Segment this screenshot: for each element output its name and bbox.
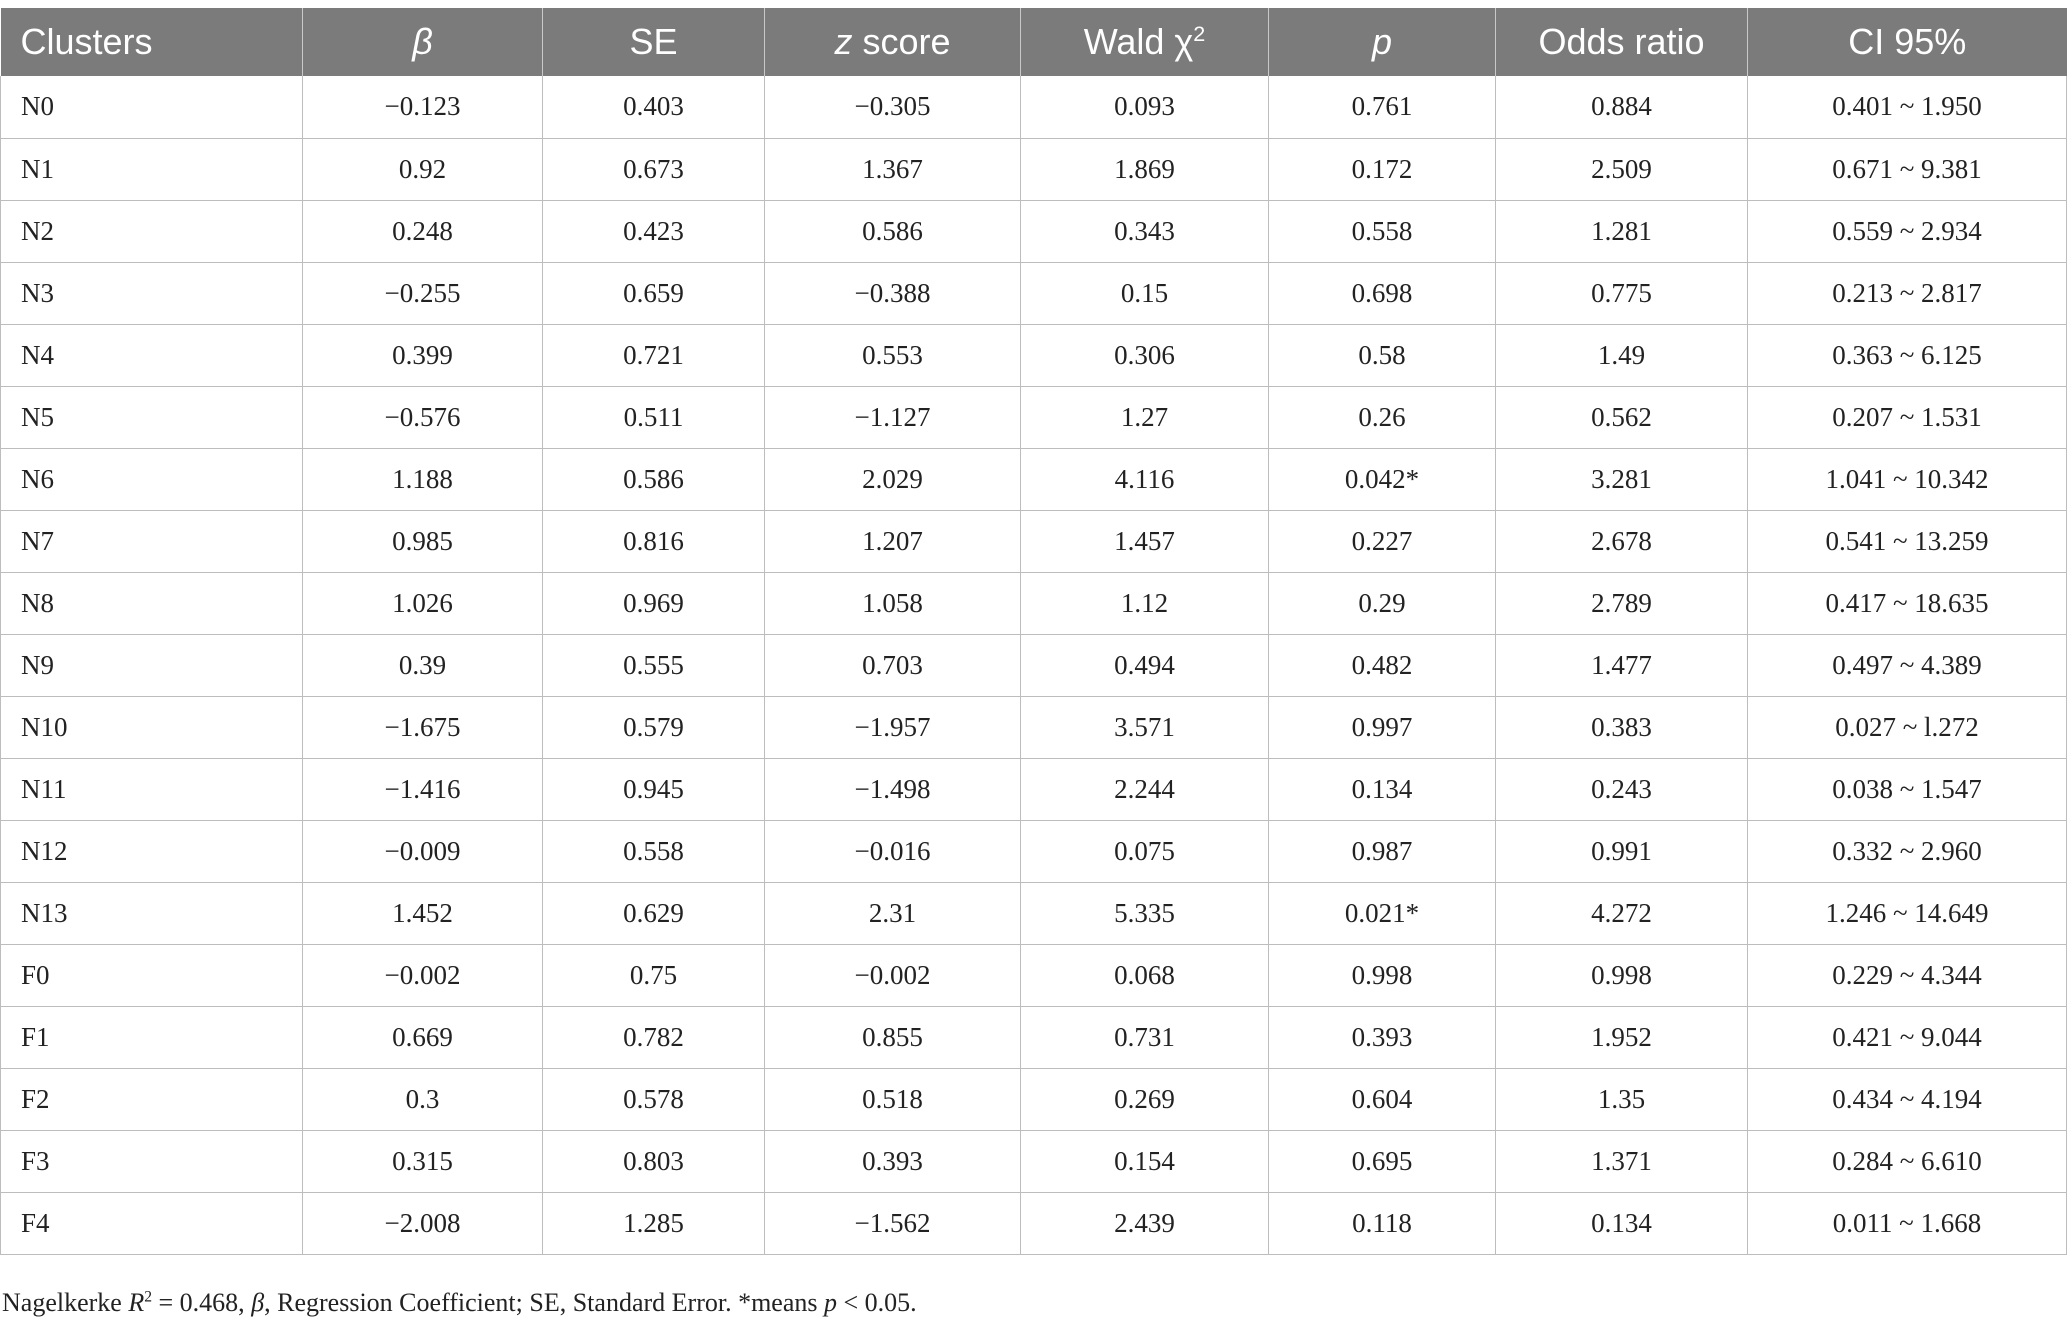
header-odds-ratio: Odds ratio <box>1496 8 1748 76</box>
header-wald-text: Wald χ <box>1083 21 1194 62</box>
header-beta <box>303 8 543 76</box>
table-row <box>1 696 2067 758</box>
cell-beta: −2.008 <box>303 1192 543 1254</box>
cell-se: 0.945 <box>543 758 765 820</box>
cell-cluster: N1 <box>1 138 303 200</box>
table-header <box>1 8 2067 76</box>
cell-ci: 0.027 ~ l.272 <box>1748 696 2067 758</box>
cell-se: 0.75 <box>543 944 765 1006</box>
cell-cluster: N9 <box>1 634 303 696</box>
cell-odds-ratio: 1.477 <box>1496 634 1748 696</box>
cell-z-score: −0.002 <box>765 944 1021 1006</box>
cell-ci: 0.421 ~ 9.044 <box>1748 1006 2067 1068</box>
cell-cluster: N2 <box>1 200 303 262</box>
cell-cluster: F4 <box>1 1192 303 1254</box>
cell-wald: 5.335 <box>1021 882 1269 944</box>
cell-se: 0.511 <box>543 386 765 448</box>
cell-ci: 0.541 ~ 13.259 <box>1748 510 2067 572</box>
cell-z-score: −0.016 <box>765 820 1021 882</box>
cell-odds-ratio: 0.884 <box>1496 76 1748 138</box>
table-row <box>1 1068 2067 1130</box>
table-row <box>1 138 2067 200</box>
cell-p-value: 0.134 <box>1269 758 1496 820</box>
cell-cluster: F2 <box>1 1068 303 1130</box>
cell-se: 0.969 <box>543 572 765 634</box>
cell-z-score: −0.305 <box>765 76 1021 138</box>
cell-p-value: 0.118 <box>1269 1192 1496 1254</box>
cell-odds-ratio: 2.509 <box>1496 138 1748 200</box>
cell-z-score: 1.207 <box>765 510 1021 572</box>
table-row <box>1 572 2067 634</box>
cell-wald: 3.571 <box>1021 696 1269 758</box>
cell-ci: 0.284 ~ 6.610 <box>1748 1130 2067 1192</box>
header-p <box>1269 8 1496 76</box>
table-row <box>1 634 2067 696</box>
cell-ci: 0.671 ~ 9.381 <box>1748 138 2067 200</box>
cell-p-value: 0.761 <box>1269 76 1496 138</box>
cell-ci: 0.011 ~ 1.668 <box>1748 1192 2067 1254</box>
cell-se: 0.782 <box>543 1006 765 1068</box>
cell-odds-ratio: 4.272 <box>1496 882 1748 944</box>
header-z-letter: z <box>834 21 853 62</box>
cell-odds-ratio: 0.562 <box>1496 386 1748 448</box>
cell-wald: 0.15 <box>1021 262 1269 324</box>
footnote-part4: < 0.05. <box>837 1288 917 1317</box>
table-row <box>1 262 2067 324</box>
cell-odds-ratio: 0.243 <box>1496 758 1748 820</box>
cell-p-value: 0.227 <box>1269 510 1496 572</box>
cell-wald: 1.12 <box>1021 572 1269 634</box>
cell-cluster: N4 <box>1 324 303 386</box>
cell-ci: 0.434 ~ 4.194 <box>1748 1068 2067 1130</box>
table-row <box>1 200 2067 262</box>
cell-beta: 0.248 <box>303 200 543 262</box>
cell-wald: 0.093 <box>1021 76 1269 138</box>
cell-odds-ratio: 1.952 <box>1496 1006 1748 1068</box>
cell-ci: 0.417 ~ 18.635 <box>1748 572 2067 634</box>
cell-wald: 0.494 <box>1021 634 1269 696</box>
cell-wald: 1.457 <box>1021 510 1269 572</box>
cell-odds-ratio: 3.281 <box>1496 448 1748 510</box>
table-row <box>1 1192 2067 1254</box>
cell-odds-ratio: 0.134 <box>1496 1192 1748 1254</box>
cell-beta: −0.576 <box>303 386 543 448</box>
cell-wald: 0.343 <box>1021 200 1269 262</box>
footnote-p: p <box>824 1288 837 1317</box>
cell-odds-ratio: 0.998 <box>1496 944 1748 1006</box>
table-row <box>1 944 2067 1006</box>
cell-cluster: F1 <box>1 1006 303 1068</box>
cell-odds-ratio: 1.35 <box>1496 1068 1748 1130</box>
cell-p-value: 0.021* <box>1269 882 1496 944</box>
cell-se: 0.403 <box>543 76 765 138</box>
cell-beta: 1.188 <box>303 448 543 510</box>
cell-ci: 0.038 ~ 1.547 <box>1748 758 2067 820</box>
cell-cluster: N6 <box>1 448 303 510</box>
cell-ci: 1.246 ~ 14.649 <box>1748 882 2067 944</box>
cell-odds-ratio: 2.789 <box>1496 572 1748 634</box>
footnote-part3: , Regression Coefficient; SE, Standard Error. *means <box>264 1288 824 1317</box>
cell-beta: 0.39 <box>303 634 543 696</box>
header-beta-symbol: β <box>412 21 433 62</box>
cell-se: 0.558 <box>543 820 765 882</box>
cell-wald: 0.068 <box>1021 944 1269 1006</box>
cell-cluster: F3 <box>1 1130 303 1192</box>
cell-cluster: N8 <box>1 572 303 634</box>
footnote-beta: β <box>251 1288 265 1317</box>
cell-cluster: N12 <box>1 820 303 882</box>
footnote-part2: = 0.468, <box>152 1288 252 1317</box>
cell-se: 0.673 <box>543 138 765 200</box>
cell-z-score: −1.498 <box>765 758 1021 820</box>
cell-z-score: 1.058 <box>765 572 1021 634</box>
cell-z-score: −1.127 <box>765 386 1021 448</box>
table-row <box>1 1130 2067 1192</box>
cell-beta: 1.026 <box>303 572 543 634</box>
cell-odds-ratio: 0.991 <box>1496 820 1748 882</box>
cell-se: 0.659 <box>543 262 765 324</box>
footnote-part1: Nagelkerke <box>2 1288 129 1317</box>
cell-z-score: 0.703 <box>765 634 1021 696</box>
header-se: SE <box>543 8 765 76</box>
header-wald <box>1021 8 1269 76</box>
cell-beta: 0.399 <box>303 324 543 386</box>
cell-z-score: 0.586 <box>765 200 1021 262</box>
table-row <box>1 448 2067 510</box>
cell-odds-ratio: 2.678 <box>1496 510 1748 572</box>
cell-z-score: 0.393 <box>765 1130 1021 1192</box>
cell-beta: −0.002 <box>303 944 543 1006</box>
cell-p-value: 0.998 <box>1269 944 1496 1006</box>
cell-z-score: 0.855 <box>765 1006 1021 1068</box>
table-row <box>1 386 2067 448</box>
table-row <box>1 324 2067 386</box>
cell-se: 0.629 <box>543 882 765 944</box>
cell-beta: 0.92 <box>303 138 543 200</box>
cell-beta: −1.675 <box>303 696 543 758</box>
cell-p-value: 0.58 <box>1269 324 1496 386</box>
cell-se: 1.285 <box>543 1192 765 1254</box>
table-row <box>1 820 2067 882</box>
header-clusters: Clusters <box>1 8 303 76</box>
cell-se: 0.578 <box>543 1068 765 1130</box>
cell-ci: 0.207 ~ 1.531 <box>1748 386 2067 448</box>
cell-ci: 0.401 ~ 1.950 <box>1748 76 2067 138</box>
cell-wald: 0.731 <box>1021 1006 1269 1068</box>
header-z-score <box>765 8 1021 76</box>
cell-cluster: N3 <box>1 262 303 324</box>
cell-z-score: −1.957 <box>765 696 1021 758</box>
cell-p-value: 0.482 <box>1269 634 1496 696</box>
cell-cluster: N5 <box>1 386 303 448</box>
footnote-r: R <box>128 1288 145 1317</box>
cell-beta: 1.452 <box>303 882 543 944</box>
cell-wald: 2.244 <box>1021 758 1269 820</box>
cell-wald: 2.439 <box>1021 1192 1269 1254</box>
cell-se: 0.721 <box>543 324 765 386</box>
header-ci: CI 95% <box>1848 21 1967 62</box>
cell-se: 0.816 <box>543 510 765 572</box>
cell-z-score: −0.388 <box>765 262 1021 324</box>
cell-beta: −0.009 <box>303 820 543 882</box>
cell-p-value: 0.393 <box>1269 1006 1496 1068</box>
cell-beta: −0.255 <box>303 262 543 324</box>
cell-se: 0.803 <box>543 1130 765 1192</box>
cell-cluster: N0 <box>1 76 303 138</box>
cell-wald: 0.075 <box>1021 820 1269 882</box>
cell-cluster: N10 <box>1 696 303 758</box>
cell-beta: −0.123 <box>303 76 543 138</box>
cell-wald: 4.116 <box>1021 448 1269 510</box>
cell-odds-ratio: 0.383 <box>1496 696 1748 758</box>
cell-ci: 1.041 ~ 10.342 <box>1748 448 2067 510</box>
cell-ci: 0.363 ~ 6.125 <box>1748 324 2067 386</box>
cell-p-value: 0.604 <box>1269 1068 1496 1130</box>
cell-p-value: 0.26 <box>1269 386 1496 448</box>
header-p-letter: p <box>1371 21 1393 62</box>
cell-p-value: 0.698 <box>1269 262 1496 324</box>
table-row <box>1 882 2067 944</box>
footnote-r-sup: 2 <box>144 1288 153 1306</box>
cell-p-value: 0.558 <box>1269 200 1496 262</box>
header-row <box>1 8 2067 76</box>
cell-ci: 0.229 ~ 4.344 <box>1748 944 2067 1006</box>
cell-cluster: N7 <box>1 510 303 572</box>
cell-se: 0.579 <box>543 696 765 758</box>
cell-z-score: 2.31 <box>765 882 1021 944</box>
cell-z-score: 0.553 <box>765 324 1021 386</box>
cell-p-value: 0.997 <box>1269 696 1496 758</box>
header-wald-sup: 2 <box>1193 21 1206 46</box>
cell-p-value: 0.172 <box>1269 138 1496 200</box>
cell-ci: 0.497 ~ 4.389 <box>1748 634 2067 696</box>
cell-odds-ratio: 1.281 <box>1496 200 1748 262</box>
cell-wald: 0.269 <box>1021 1068 1269 1130</box>
regression-results-table <box>0 8 2067 1255</box>
cell-p-value: 0.987 <box>1269 820 1496 882</box>
table-row <box>1 758 2067 820</box>
table-row <box>1 1006 2067 1068</box>
cell-z-score: −1.562 <box>765 1192 1021 1254</box>
cell-cluster: F0 <box>1 944 303 1006</box>
table-row <box>1 76 2067 138</box>
cell-beta: −1.416 <box>303 758 543 820</box>
cell-odds-ratio: 1.371 <box>1496 1130 1748 1192</box>
results-table-container <box>0 8 2066 1255</box>
cell-p-value: 0.29 <box>1269 572 1496 634</box>
cell-wald: 1.27 <box>1021 386 1269 448</box>
table-row <box>1 510 2067 572</box>
cell-odds-ratio: 0.775 <box>1496 262 1748 324</box>
cell-se: 0.423 <box>543 200 765 262</box>
cell-z-score: 0.518 <box>765 1068 1021 1130</box>
cell-se: 0.555 <box>543 634 765 696</box>
cell-ci: 0.213 ~ 2.817 <box>1748 262 2067 324</box>
cell-beta: 0.669 <box>303 1006 543 1068</box>
cell-ci: 0.332 ~ 2.960 <box>1748 820 2067 882</box>
cell-wald: 1.869 <box>1021 138 1269 200</box>
table-footnote <box>2 1288 917 1318</box>
header-z-rest: score <box>852 21 951 62</box>
cell-ci: 0.559 ~ 2.934 <box>1748 200 2067 262</box>
cell-wald: 0.154 <box>1021 1130 1269 1192</box>
cell-z-score: 1.367 <box>765 138 1021 200</box>
cell-p-value: 0.695 <box>1269 1130 1496 1192</box>
cell-z-score: 2.029 <box>765 448 1021 510</box>
table-body <box>1 76 2067 1254</box>
cell-odds-ratio: 1.49 <box>1496 324 1748 386</box>
cell-beta: 0.315 <box>303 1130 543 1192</box>
cell-cluster: N11 <box>1 758 303 820</box>
cell-beta: 0.985 <box>303 510 543 572</box>
cell-cluster: N13 <box>1 882 303 944</box>
cell-p-value: 0.042* <box>1269 448 1496 510</box>
cell-se: 0.586 <box>543 448 765 510</box>
cell-beta: 0.3 <box>303 1068 543 1130</box>
cell-wald: 0.306 <box>1021 324 1269 386</box>
